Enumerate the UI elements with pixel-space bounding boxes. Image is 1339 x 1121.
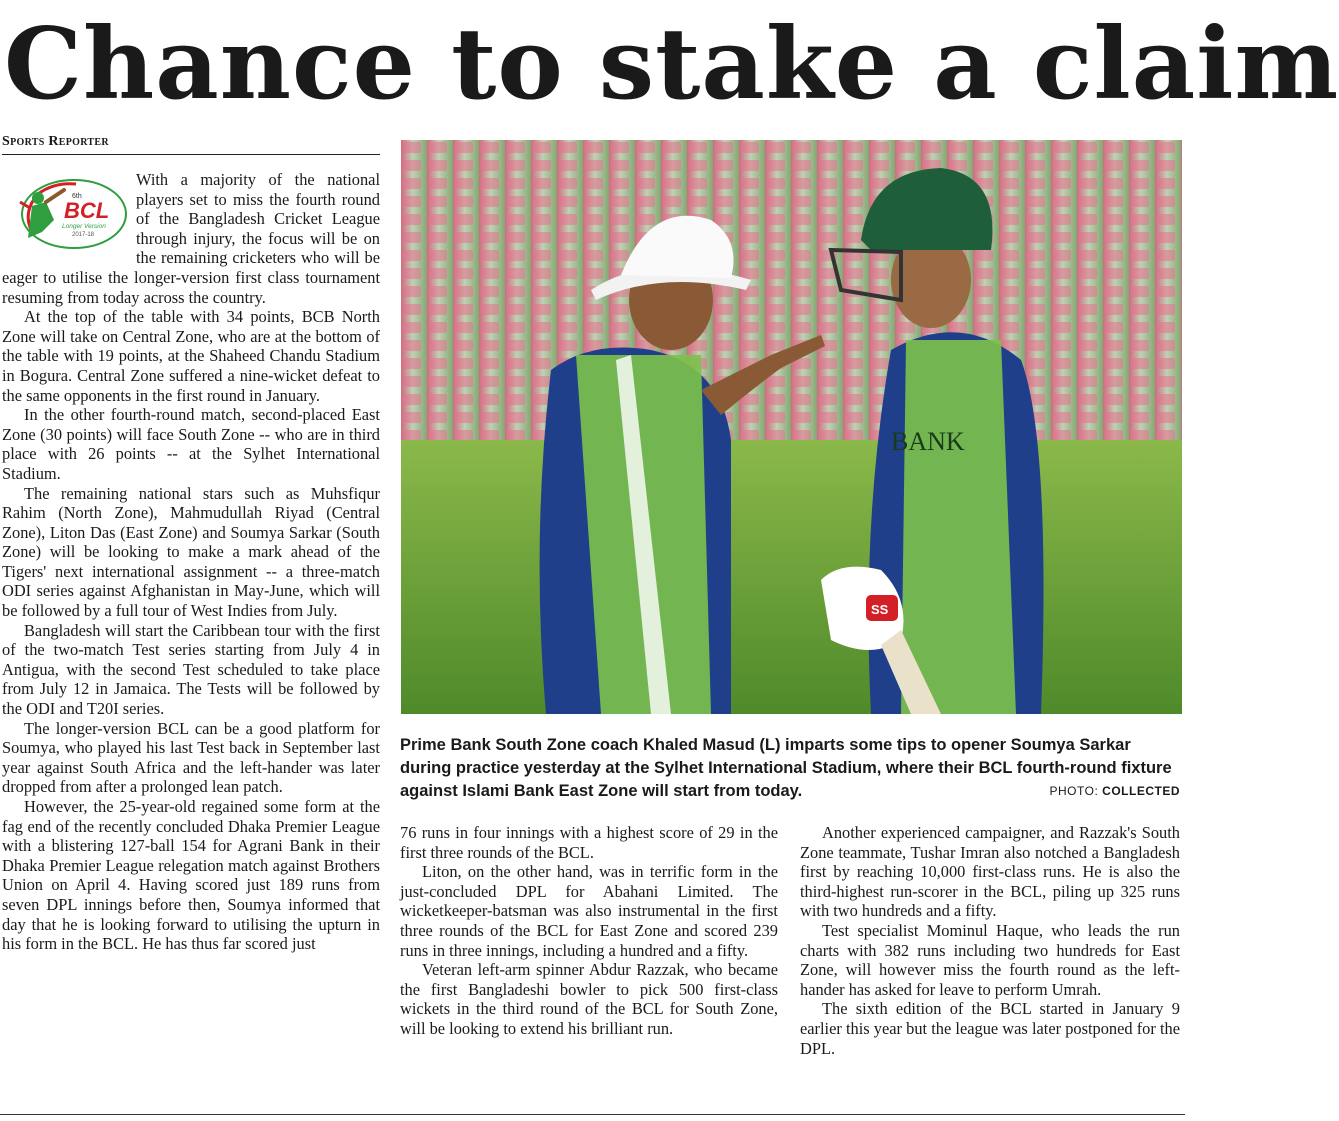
bcl-logo xyxy=(2,172,130,254)
article-column-2 xyxy=(400,823,778,1039)
logo-subtitle: Longer Version xyxy=(62,223,106,230)
photo-caption: Prime Bank South Zone coach Khaled Masud (L) imparts some tips to opener Soumya Sarkar during practice yesterday at the Sylhet International Stadium, where their BCL fourth-round fixture against Islami Bank East Zone will start from today. xyxy=(400,736,1172,800)
article-photo xyxy=(401,140,1182,714)
article-column-1 xyxy=(2,170,380,954)
paragraph: In the other fourth-round match, second-placed East Zone (30 points) will face South Zone -- who are in third place with 26 points -- at the Sylhet International Stadium. xyxy=(2,405,380,483)
paragraph: Liton, on the other hand, was in terrific form in the just-concluded DPL for Abahani Limited. The wicketkeeper-batsman was also instrumental in the first three rounds of the BCL for East Zone and scored 239 runs in three innings, including a hundred and a fifty. xyxy=(400,862,778,960)
paragraph: The sixth edition of the BCL started in January 9 earlier this year but the league was later postponed for the DPL. xyxy=(800,999,1180,1058)
logo-edition: 6th xyxy=(72,193,82,200)
photo-credit-label: PHOTO: xyxy=(1049,784,1099,798)
paragraph: Veteran left-arm spinner Abdur Razzak, who became the first Bangladeshi bowler to pick 500 first-class wickets in the third round of the BCL for South Zone, will be looking to extend his brilliant run. xyxy=(400,960,778,1038)
logo-year: 2017-18 xyxy=(72,232,95,238)
paragraph: The longer-version BCL can be a good platform for Soumya, who played his last Test back in September last year against South Africa and the left-hander was later dropped from after a prolonged lean patch. xyxy=(2,718,380,797)
paragraph: Another experienced campaigner, and Razzak's South Zone teammate, Tushar Imran also notched a Bangladesh first by reaching 10,000 first-class runs. He is also the third-highest run-scorer in the BCL, piling up 325 runs with two hundreds and a fifty. xyxy=(800,823,1180,921)
byline: Sports Reporter xyxy=(2,134,380,155)
paragraph: 76 runs in four innings with a highest score of 29 in the first three rounds of the BCL. xyxy=(400,823,778,862)
bottom-rule xyxy=(0,1114,1185,1115)
paragraph: With a majority of the national players set to miss the fourth round of the Bangladesh Cricket League through injury, the focus will be on the remaining cricketers who will be eager to utilise the longer-version first class tournament resuming from today across the country. xyxy=(2,170,380,307)
photo-credit-source: COLLECTED xyxy=(1102,784,1180,798)
logo-name: BCL xyxy=(64,198,110,223)
paragraph: Bangladesh will start the Caribbean tour with the first of the two-match Test series starting from July 4 in Antigua, with the second Test scheduled to take place from July 12 in Jamaica. The Tests will be followed by the ODI and T20I series. xyxy=(2,620,380,719)
paragraph: Test specialist Mominul Haque, who leads the run charts with 382 runs including two hundreds for East Zone, will however miss the fourth round as the left-hander has asked for leave to perform Umrah. xyxy=(800,920,1180,999)
paragraph: However, the 25-year-old regained some form at the fag end of the recently concluded Dhaka Premier League with a blistering 127-ball 154 for Agrani Bank in their Dhaka Premier League relegation match against Brothers Union on April 4. Having scored just 189 runs from seven DPL innings before then, Soumya informed that day that he is looking forward to utilising the upturn in his form in the BCL. He has thus far scored just xyxy=(2,797,380,954)
photo-credit xyxy=(1050,784,1180,798)
article-column-3 xyxy=(800,823,1180,1058)
glove-text: SS xyxy=(871,602,889,617)
headline: Chance to stake a claim xyxy=(4,7,1339,122)
paragraph: The remaining national stars such as Muhsfiqur Rahim (North Zone), Mahmudullah Riyad (Central Zone), Liton Das (East Zone) and Soumya Sarkar (South Zone) will be looking to make a mark ahead of the Tigers' next international assignment -- a three-match ODI series against Afghanistan in May-June, which will be followed by a full tour of West Indies from July. xyxy=(2,483,380,621)
jersey-text: BANK xyxy=(891,427,965,456)
paragraph: At the top of the table with 34 points, BCB North Zone will take on Central Zone, who are at the bottom of the table with 19 points, at the Shaheed Chandu Stadium in Bogura. Central Zone suffered a nine-wicket defeat to the same opponents in the first round in January. xyxy=(2,307,380,405)
